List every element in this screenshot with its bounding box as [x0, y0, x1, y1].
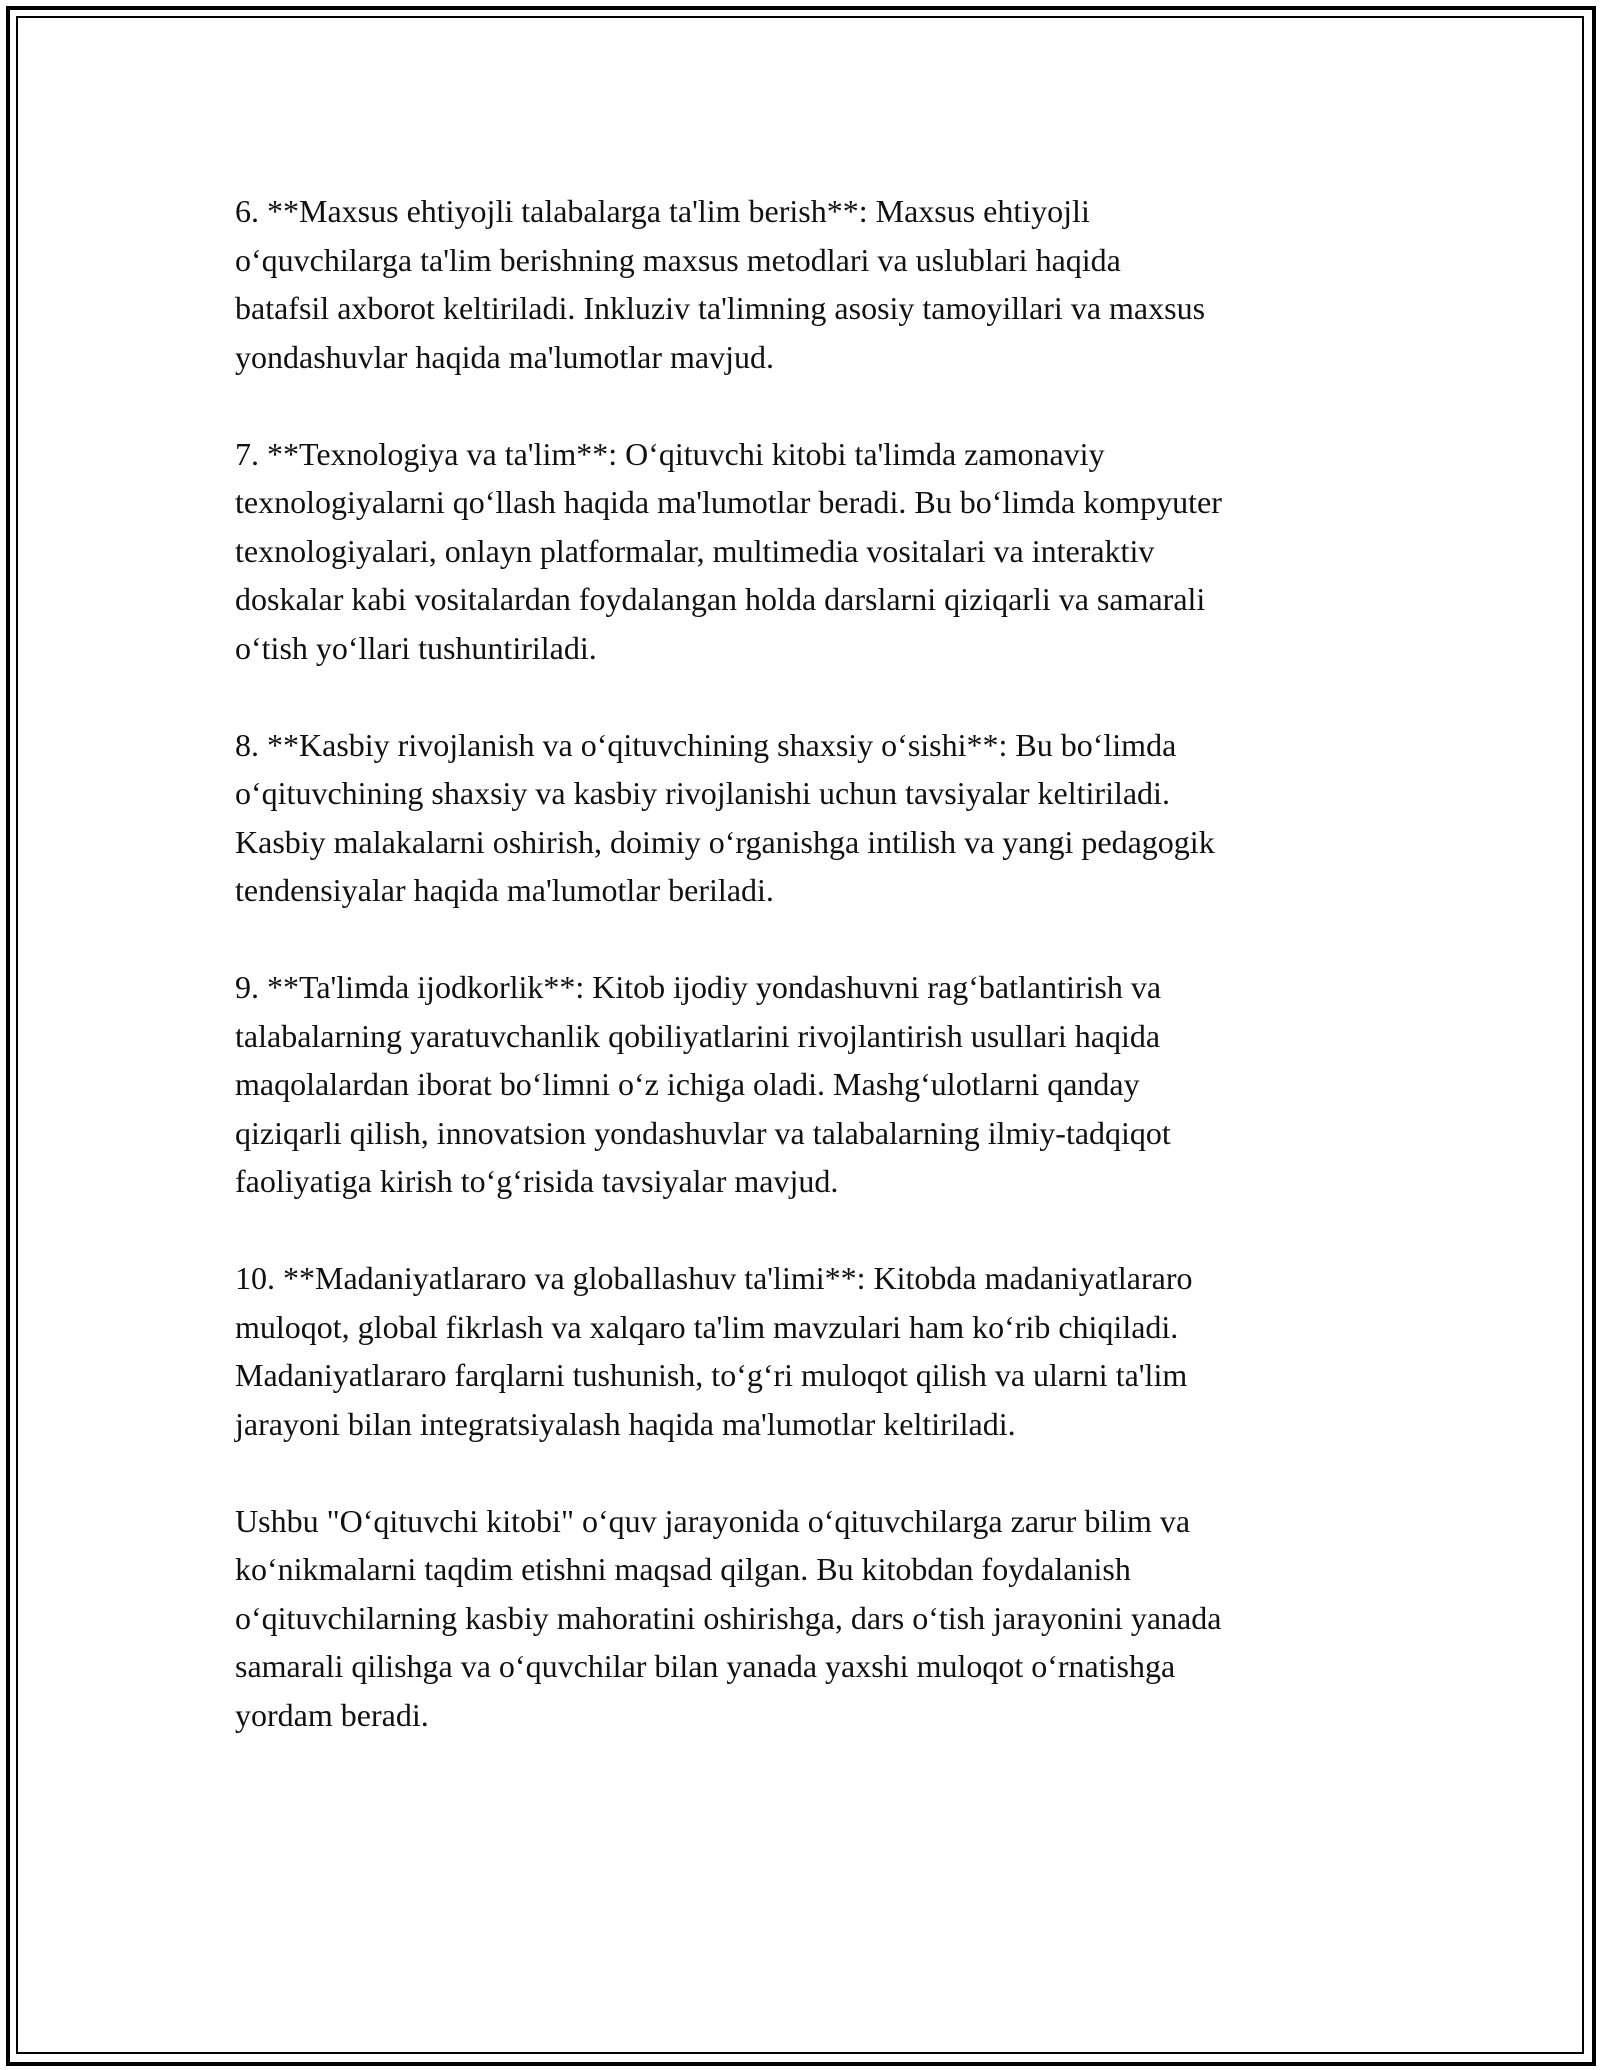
paragraph-item-7	[235, 430, 1375, 673]
text-line: doskalar kabi vositalardan foydalangan holda darslarni qiziqarli va samarali	[235, 581, 1206, 617]
text-line: Ushbu "O‘qituvchi kitobi" o‘quv jarayonida o‘qituvchilarga zarur bilim va	[235, 1502, 1191, 1539]
text-line: Kasbiy malakalarni oshirish, doimiy o‘rganishga intilish va yangi pedagogik	[235, 823, 1215, 860]
paragraph-item-8	[235, 721, 1375, 915]
text-line: samarali qilishga va o‘quvchilar bilan yanada yaxshi muloqot o‘rnatishga	[235, 1648, 1176, 1684]
paragraph-item-10	[235, 1254, 1375, 1448]
paragraph-conclusion	[235, 1497, 1375, 1740]
text-line: texnologiyalari, onlayn platformalar, multimedia vositalari va interaktiv	[235, 532, 1155, 569]
paragraph-item-9	[235, 963, 1375, 1206]
text-line: o‘tish yo‘llari tushuntiriladi.	[235, 629, 597, 666]
document-body	[235, 187, 1375, 1788]
text-line: 7. **Texnologiya va ta'lim**: O‘qituvchi kitobi ta'limda zamonaviy	[235, 435, 1105, 472]
text-line: o‘qituvchilarning kasbiy mahoratini oshirishga, dars o‘tish jarayonini yanada	[235, 1599, 1222, 1636]
text-line: faoliyatiga kirish to‘g‘risida tavsiyalar mavjud.	[235, 1163, 839, 1199]
text-line: qiziqarli qilish, innovatsion yondashuvlar va talabalarning ilmiy-tadqiqot	[235, 1114, 1171, 1151]
text-line: batafsil axborot keltiriladi. Inkluziv ta'limning asosiy tamoyillari va maxsus	[235, 290, 1206, 326]
text-line: texnologiyalarni qo‘llash haqida ma'lumotlar beradi. Bu bo‘limda kompyuter	[235, 484, 1222, 520]
text-line: o‘qituvchining shaxsiy va kasbiy rivojlanishi uchun tavsiyalar keltiriladi.	[235, 775, 1170, 811]
text-line: talabalarning yaratuvchanlik qobiliyatlarini rivojlantirish usullari haqida	[235, 1017, 1161, 1054]
text-line: 8. **Kasbiy rivojlanish va o‘qituvchining shaxsiy o‘sishi**: Bu bo‘limda	[235, 726, 1177, 763]
text-line: Madaniyatlararo farqlarni tushunish, to‘g‘ri muloqot qilish va ularni ta'lim	[235, 1357, 1188, 1393]
text-line: yondashuvlar haqida ma'lumotlar mavjud.	[235, 338, 774, 375]
text-line: 10. **Madaniyatlararo va globallashuv ta'limi**: Kitobda madaniyatlararo	[235, 1260, 1193, 1296]
paragraph-item-6	[235, 187, 1375, 381]
text-line: maqolalardan iborat bo‘limni o‘z ichiga oladi. Mashg‘ulotlarni qanday	[235, 1066, 1140, 1102]
text-line: yordam beradi.	[235, 1696, 429, 1733]
text-line: muloqot, global fikrlash va xalqaro ta'lim mavzulari ham ko‘rib chiqiladi.	[235, 1308, 1179, 1345]
text-line: ko‘nikmalarni taqdim etishni maqsad qilgan. Bu kitobdan foydalanish	[235, 1551, 1131, 1587]
text-line: jarayoni bilan integratsiyalash haqida ma'lumotlar keltiriladi.	[235, 1405, 1016, 1442]
text-line: tendensiyalar haqida ma'lumotlar beriladi.	[235, 872, 774, 908]
text-line: o‘quvchilarga ta'lim berishning maxsus metodlari va uslublari haqida	[235, 241, 1121, 278]
text-line: 6. **Maxsus ehtiyojli talabalarga ta'lim berish**: Maxsus ehtiyojli	[235, 193, 1090, 229]
text-line: 9. **Ta'limda ijodkorlik**: Kitob ijodiy yondashuvni rag‘batlantirish va	[235, 969, 1162, 1005]
